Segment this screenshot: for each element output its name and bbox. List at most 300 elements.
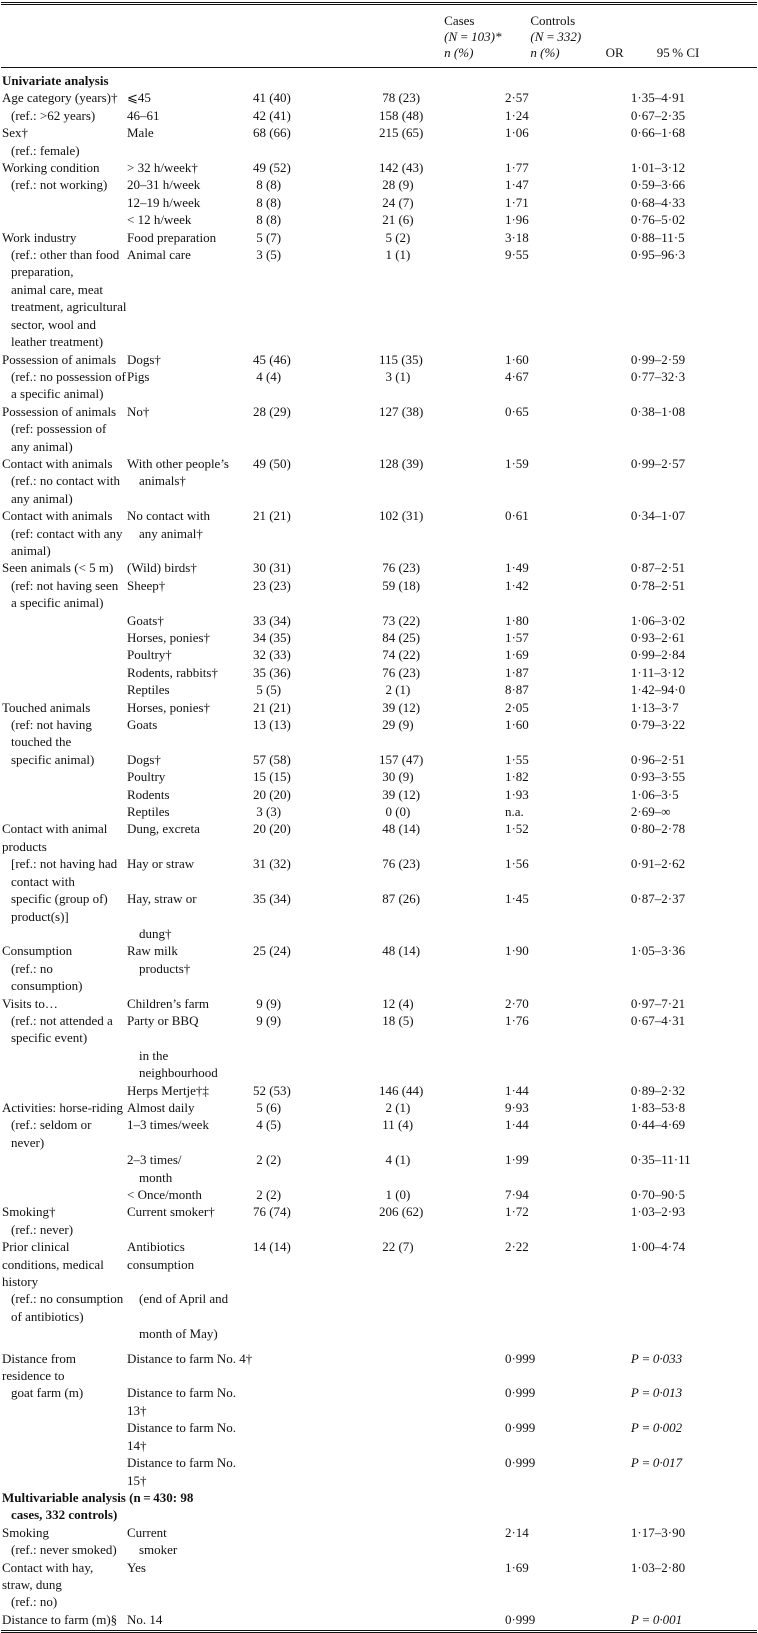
or-cell: 1·77 xyxy=(504,160,529,176)
controls-cell xyxy=(379,1541,505,1558)
variable-cell: Party or BBQ xyxy=(126,1012,199,1028)
row-label xyxy=(1,1169,127,1186)
or-cell: 1·57 xyxy=(504,630,529,645)
cases-cell: 8 (8) xyxy=(252,194,282,210)
table-row xyxy=(1,629,757,646)
controls-cell: 29 (9) xyxy=(378,717,414,733)
row-label: Touched animals xyxy=(2,699,91,715)
or-cell: 1·72 xyxy=(504,1204,529,1220)
controls-cell: 215 (65) xyxy=(378,125,424,141)
or-cell: 1·87 xyxy=(504,664,529,680)
cases-cell xyxy=(253,316,379,351)
controls-cell: 39 (12) xyxy=(378,699,421,715)
variable-cell: Hay, straw or xyxy=(126,891,197,907)
or-cell: 8·87 xyxy=(504,682,529,698)
table-row xyxy=(1,246,757,281)
or-cell xyxy=(505,960,631,995)
or-cell: 1·47 xyxy=(504,177,529,193)
ci-cell: 0·87–2·37 xyxy=(630,891,686,907)
variable-cell xyxy=(127,1593,253,1610)
cases-cell: 28 (29) xyxy=(252,403,291,419)
ci-cell: 1·03–2·80 xyxy=(630,1559,686,1575)
controls-cell xyxy=(379,1047,505,1064)
row-label: (ref: not having touched the xyxy=(11,717,92,750)
table-row xyxy=(1,525,757,560)
table-row xyxy=(1,229,757,246)
table-row xyxy=(1,507,757,524)
row-label xyxy=(1,194,127,211)
or-cell xyxy=(505,420,631,455)
variable-cell: products† xyxy=(138,960,191,976)
ci-cell: 1·11–3·12 xyxy=(630,664,685,680)
row-label xyxy=(1,664,127,681)
table-row xyxy=(1,664,757,681)
row-label: Work industry xyxy=(2,229,77,245)
table-row xyxy=(1,768,757,785)
table-row xyxy=(1,211,757,228)
or-cell: 1·93 xyxy=(504,786,529,802)
cases-cell: 9 (9) xyxy=(252,1012,282,1028)
row-label: [ref.: not having had contact with xyxy=(11,856,118,889)
controls-cell xyxy=(379,420,505,455)
variable-cell: < Once/month xyxy=(126,1187,202,1202)
row-label: Consumption xyxy=(2,943,73,959)
table-row xyxy=(1,159,757,176)
row-label xyxy=(1,1325,127,1342)
row-label: specific (group of) product(s)] xyxy=(11,891,108,924)
variable-cell: Distance to farm No. 13† xyxy=(126,1385,237,1418)
variable-cell xyxy=(127,316,253,351)
table-row xyxy=(1,1325,757,1342)
table-row xyxy=(1,368,757,403)
variable-cell: Dogs† xyxy=(126,351,161,367)
header-rule xyxy=(1,67,757,68)
cases-cell: 20 (20) xyxy=(252,786,291,802)
row-label: Contact with animal products xyxy=(2,821,108,854)
row-label: Possession of animals xyxy=(2,351,117,367)
controls-cell xyxy=(379,1454,505,1489)
variable-cell: animals† xyxy=(138,473,186,489)
cases-cell xyxy=(253,1290,379,1325)
table-row xyxy=(1,1593,757,1610)
row-label: Contact with hay, straw, dung xyxy=(2,1559,94,1592)
variable-cell: Goats xyxy=(126,717,158,733)
table-row xyxy=(1,316,757,351)
table-row xyxy=(1,124,757,141)
table-row xyxy=(1,281,757,316)
row-label: specific animal) xyxy=(11,751,95,767)
controls-cell: 21 (6) xyxy=(378,212,414,228)
or-cell: 1·42 xyxy=(504,577,529,593)
row-label: Smoking† xyxy=(2,1204,56,1220)
or-cell: 0·999 xyxy=(504,1350,536,1366)
or-cell: 1·99 xyxy=(504,1152,529,1168)
variable-cell: 46–61 xyxy=(126,107,160,123)
ci-cell: 0·66–1·68 xyxy=(630,125,686,141)
table-row xyxy=(1,1082,757,1099)
row-label xyxy=(1,1419,127,1454)
header-table xyxy=(1,5,757,61)
ci-cell: 1·06–3·5 xyxy=(630,786,679,802)
table-row xyxy=(1,194,757,211)
ci-cell: 0·76–5·02 xyxy=(630,212,686,228)
table-row xyxy=(1,646,757,663)
table-row xyxy=(1,1169,757,1186)
controls-cell xyxy=(379,960,505,995)
table-row xyxy=(1,1151,757,1168)
ci-cell xyxy=(631,1325,757,1342)
table-row xyxy=(1,1186,757,1203)
cases-cell: 45 (46) xyxy=(252,351,291,367)
table-row xyxy=(1,455,757,472)
row-label: (ref.: no possession of a specific animal) xyxy=(11,368,126,402)
cases-cell xyxy=(253,281,379,316)
controls-cell: 158 (48) xyxy=(378,107,424,123)
row-label: (ref.: not attended a specific event) xyxy=(11,1012,113,1046)
ci-cell: 0·59–3·66 xyxy=(630,177,686,193)
row-label: (ref.: other than food preparation, xyxy=(11,247,120,280)
controls-cell: 76 (23) xyxy=(378,856,421,872)
controls-cell xyxy=(379,1524,505,1541)
variable-cell: 1–3 times/week xyxy=(126,1117,209,1133)
ci-cell: 0·79–3·22 xyxy=(630,717,686,733)
controls-cell: 24 (7) xyxy=(378,194,414,210)
cases-cell: 30 (31) xyxy=(252,560,291,576)
variable-cell xyxy=(127,142,253,159)
row-label xyxy=(1,803,127,820)
row-label: (ref: possession of any animal) xyxy=(11,421,107,454)
ci-cell: 1·01–3·12 xyxy=(630,160,686,176)
ci-cell: 0·35–11·11 xyxy=(630,1152,691,1168)
variable-cell: Distance to farm No. 4† xyxy=(126,1350,253,1366)
section-row xyxy=(1,72,757,89)
ci-cell xyxy=(631,960,757,995)
controls-cell: 3 (1) xyxy=(378,368,411,384)
controls-cell: 28 (9) xyxy=(378,177,414,193)
ci-cell xyxy=(631,1064,757,1081)
table-row xyxy=(1,716,757,751)
row-label: Smoking xyxy=(2,1524,49,1540)
ci-cell: 0·44–4·69 xyxy=(630,1117,686,1133)
row-label xyxy=(1,1151,127,1168)
cases-cell xyxy=(253,472,379,507)
table-row xyxy=(1,1012,757,1047)
or-cell xyxy=(505,1325,631,1342)
or-cell: 0·65 xyxy=(504,403,529,419)
variable-cell: month of May) xyxy=(138,1326,218,1342)
or-cell: 0·999 xyxy=(504,1420,536,1436)
cases-cell: 21 (21) xyxy=(252,699,291,715)
row-label xyxy=(1,768,127,785)
cases-cell xyxy=(253,1419,379,1454)
variable-cell: Rodents xyxy=(126,786,170,802)
controls-cell: 102 (31) xyxy=(378,508,424,524)
ci-cell: 1·42–94·0 xyxy=(630,682,686,698)
ci-cell: 1·00–4·74 xyxy=(630,1239,686,1255)
cases-cell: 34 (35) xyxy=(252,630,291,645)
controls-cell xyxy=(379,1221,505,1238)
row-label: (ref.: never smoked) xyxy=(11,1542,117,1558)
row-label: (ref.: >62 years) xyxy=(11,107,96,123)
variable-cell: Horses, ponies† xyxy=(126,630,211,645)
ci-cell xyxy=(631,281,757,316)
table-row xyxy=(1,176,757,193)
variable-cell: Poultry† xyxy=(126,647,172,663)
ci-cell: P = 0·017 xyxy=(630,1455,683,1471)
ci-cell xyxy=(631,472,757,507)
or-cell: 2·14 xyxy=(504,1524,529,1540)
cases-cell: 2 (2) xyxy=(252,1152,282,1168)
controls-cell xyxy=(379,1419,505,1454)
variable-cell: Pigs xyxy=(126,368,150,384)
or-cell: 0·999 xyxy=(504,1385,536,1401)
ci-header: 95 % CI xyxy=(656,45,700,60)
or-cell: 1·60 xyxy=(504,351,529,367)
controls-cell: 206 (62) xyxy=(378,1204,424,1220)
ci-cell: 0·93–3·55 xyxy=(630,769,686,785)
or-cell xyxy=(505,925,631,942)
or-cell: n.a. xyxy=(504,804,524,820)
or-cell: 1·52 xyxy=(504,821,529,837)
variable-cell: Poultry xyxy=(126,769,166,785)
cases-cell xyxy=(253,1325,379,1342)
cases-cell: 4 (5) xyxy=(252,1117,282,1133)
or-cell: 1·56 xyxy=(504,856,529,872)
cases-cell xyxy=(253,525,379,560)
table-row xyxy=(1,1343,757,1350)
or-cell xyxy=(505,1169,631,1186)
ci-cell: P = 0·033 xyxy=(630,1350,683,1366)
ci-cell: 1·05–3·36 xyxy=(630,943,686,959)
variable-cell: dung† xyxy=(138,925,172,941)
table-container xyxy=(1,2,757,1633)
row-label: Seen animals (< 5 m) xyxy=(2,560,114,576)
ci-cell xyxy=(631,1290,757,1325)
cases-cell: 2 (2) xyxy=(252,1187,282,1202)
table-row xyxy=(1,1419,757,1454)
table-row xyxy=(1,472,757,507)
ci-cell: 0·99–2·57 xyxy=(630,455,686,471)
ci-cell: 1·83–53·8 xyxy=(630,1099,686,1115)
ci-cell: 1·13–3·7 xyxy=(630,699,679,715)
cases-cell: 13 (13) xyxy=(252,717,291,733)
section-label: cases, 332 controls) xyxy=(11,1507,118,1523)
or-cell: 1·24 xyxy=(504,107,529,123)
row-label xyxy=(1,211,127,228)
controls-cell: 2 (1) xyxy=(378,1099,411,1115)
ci-cell xyxy=(631,1541,757,1558)
row-label xyxy=(1,786,127,803)
cases-cell: 76 (74) xyxy=(252,1204,291,1220)
cases-cell: 8 (8) xyxy=(252,212,282,228)
controls-cell xyxy=(379,316,505,351)
row-label: (ref: contact with any animal) xyxy=(11,525,123,558)
cases-cell: 49 (52) xyxy=(252,160,291,176)
row-label: (ref.: seldom or never) xyxy=(11,1117,92,1150)
ci-cell: 0·91–2·62 xyxy=(630,856,686,872)
variable-cell: Distance to farm No. 15† xyxy=(126,1455,237,1488)
table-row xyxy=(1,612,757,629)
cases-cell: 49 (50) xyxy=(252,455,291,471)
row-label xyxy=(1,1454,127,1489)
variable-cell: Almost daily xyxy=(126,1099,195,1115)
row-label: Distance to farm (m)§ xyxy=(2,1611,118,1627)
or-cell xyxy=(505,472,631,507)
cases-cell xyxy=(253,960,379,995)
table-row xyxy=(1,1238,757,1290)
variable-cell: Rodents, rabbits† xyxy=(126,664,218,680)
table-row xyxy=(1,1047,757,1064)
controls-cell xyxy=(379,1290,505,1325)
or-cell: 2·57 xyxy=(504,90,529,106)
row-label xyxy=(1,612,127,629)
cases-cell: 32 (33) xyxy=(252,647,291,663)
cases-cell: 42 (41) xyxy=(252,107,291,123)
cases-cell xyxy=(253,1169,379,1186)
controls-cell: 115 (35) xyxy=(378,351,423,367)
variable-cell: Children’s farm xyxy=(126,995,209,1011)
ci-cell: 0·78–2·51 xyxy=(630,577,686,593)
variable-cell: ⩽45 xyxy=(126,90,151,106)
cases-cell: 57 (58) xyxy=(252,751,291,767)
controls-cell xyxy=(379,1384,505,1419)
or-cell: 1·69 xyxy=(504,647,529,663)
variable-cell: smoker xyxy=(138,1542,178,1558)
controls-cell xyxy=(379,1611,505,1628)
or-cell: 1·55 xyxy=(504,751,529,767)
or-cell: 0·61 xyxy=(504,508,529,524)
variable-cell: Dogs† xyxy=(126,751,161,767)
cases-cell xyxy=(253,925,379,942)
controls-cell: 78 (23) xyxy=(378,90,421,106)
table-row xyxy=(1,1384,757,1419)
controls-cell: 11 (4) xyxy=(378,1117,414,1133)
controls-cell xyxy=(379,1559,505,1594)
table-row xyxy=(1,1454,757,1489)
or-cell: 1·80 xyxy=(504,612,529,628)
variable-cell xyxy=(127,420,253,455)
or-cell: 1·82 xyxy=(504,769,529,785)
cases-cell xyxy=(253,1064,379,1081)
ci-cell: 0·99–2·84 xyxy=(630,647,686,663)
cases-cell: 3 (3) xyxy=(252,804,282,820)
controls-cell: 76 (23) xyxy=(378,560,421,576)
or-cell: 2·05 xyxy=(504,699,529,715)
or-cell: 0·999 xyxy=(504,1455,536,1471)
row-label: (ref.: not working) xyxy=(11,177,108,193)
or-cell: 1·76 xyxy=(504,1012,529,1028)
cases-cell xyxy=(253,1524,379,1541)
variable-cell: 2–3 times/ xyxy=(126,1152,182,1168)
cases-cell: 15 (15) xyxy=(252,769,291,785)
cases-cell: 41 (40) xyxy=(252,90,291,106)
row-label xyxy=(1,646,127,663)
variable-cell xyxy=(127,1221,253,1238)
ci-cell xyxy=(631,925,757,942)
row-label: Age category (years)† xyxy=(2,90,118,106)
or-cell: 1·69 xyxy=(504,1559,529,1575)
section-label: Univariate analysis xyxy=(2,73,109,88)
table-row xyxy=(1,1203,757,1220)
table-row xyxy=(1,107,757,124)
data-table xyxy=(1,72,757,1628)
controls-cell xyxy=(379,142,505,159)
table-row xyxy=(1,1099,757,1116)
row-label xyxy=(1,1082,127,1099)
or-cell xyxy=(505,525,631,560)
table-row xyxy=(1,960,757,995)
variable-cell: Reptiles xyxy=(126,804,170,820)
ci-cell xyxy=(631,142,757,159)
or-cell: 1·60 xyxy=(504,717,529,733)
ci-cell: 0·99–2·59 xyxy=(630,351,686,367)
table-row xyxy=(1,681,757,698)
cases-cell: 21 (21) xyxy=(252,508,291,524)
controls-cell: 87 (26) xyxy=(378,891,421,907)
controls-cell: 142 (43) xyxy=(378,160,424,176)
variable-cell: Sheep† xyxy=(126,577,166,593)
or-cell xyxy=(505,281,631,316)
row-label: sector, wool and leather treatment) xyxy=(11,316,104,350)
row-label: (ref.: no contact with any animal) xyxy=(11,473,121,506)
ci-cell: 0·77–32·3 xyxy=(630,368,686,384)
cases-cell xyxy=(253,142,379,159)
table-row xyxy=(1,942,757,959)
cases-cell: 68 (66) xyxy=(252,125,291,141)
variable-cell: Reptiles xyxy=(126,682,170,698)
table-row xyxy=(1,1559,757,1594)
or-cell xyxy=(505,142,631,159)
cases-cell: 33 (34) xyxy=(252,612,291,628)
variable-cell: Herps Mertje†‡ xyxy=(126,1082,209,1098)
or-cell xyxy=(505,1064,631,1081)
variable-cell: (end of April and xyxy=(138,1291,229,1307)
ci-cell: 0·87–2·51 xyxy=(630,560,686,576)
row-label: Contact with animals xyxy=(2,508,113,524)
ci-cell: P = 0·001 xyxy=(630,1611,683,1627)
cases-cell xyxy=(253,1350,379,1385)
variable-cell: in the xyxy=(138,1047,169,1063)
ci-cell xyxy=(631,1169,757,1186)
or-cell xyxy=(505,316,631,351)
controls-cell: 48 (14) xyxy=(378,821,421,837)
ci-cell: 0·34–1·07 xyxy=(630,508,686,524)
row-label: Activities: horse-riding xyxy=(2,1099,123,1115)
row-label: Sex† xyxy=(2,125,28,141)
controls-cell xyxy=(379,925,505,942)
cases-cell xyxy=(253,1384,379,1419)
ci-cell: 0·80–2·78 xyxy=(630,821,686,837)
ci-cell: 1·35–4·91 xyxy=(630,90,686,106)
controls-cell: 30 (9) xyxy=(378,769,414,785)
cases-cell: 31 (32) xyxy=(252,856,291,872)
or-header: OR xyxy=(605,45,624,60)
ci-cell: 2·69–∞ xyxy=(630,804,671,820)
cases-cell: 9 (9) xyxy=(252,995,282,1011)
controls-cell: 1 (1) xyxy=(378,247,411,263)
variable-cell: No† xyxy=(126,403,150,419)
ci-cell: 0·67–4·31 xyxy=(630,1012,686,1028)
variable-cell: Animal care xyxy=(126,247,191,263)
variable-cell: > 32 h/week† xyxy=(126,160,198,176)
ci-cell xyxy=(631,1593,757,1610)
cases-cell xyxy=(253,1611,379,1628)
or-cell: 2·70 xyxy=(504,995,529,1011)
table-row xyxy=(1,803,757,820)
controls-cell xyxy=(379,1325,505,1342)
controls-cell: 39 (12) xyxy=(378,786,421,802)
controls-cell: 128 (39) xyxy=(378,455,424,471)
